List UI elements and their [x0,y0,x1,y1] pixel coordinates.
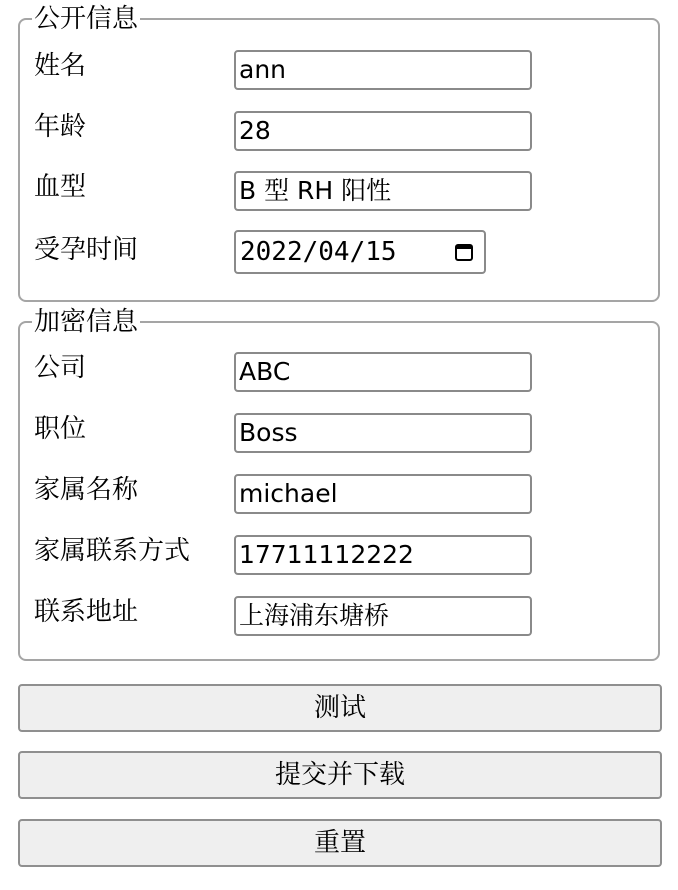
company-row [20,346,658,390]
submit-download-button[interactable]: 提交并下载 [18,751,662,799]
blood-type-label: 血型 [34,172,87,202]
test-button[interactable]: 测试 [18,684,662,732]
reset-button[interactable]: 重置 [18,819,662,867]
address-label: 联系地址 [34,597,139,627]
position-label: 职位 [34,414,87,444]
company-input[interactable]: ABC [234,352,532,392]
relative-contact-input[interactable]: 17711112222 [234,535,532,575]
conception-date-input[interactable] [234,230,486,274]
relative-contact-label: 家属联系方式 [34,536,191,566]
age-input[interactable]: 28 [234,111,532,151]
name-input[interactable]: ann [234,50,532,90]
relative-name-input[interactable]: michael [234,474,532,514]
company-label: 公司 [34,353,87,383]
age-label: 年龄 [34,112,87,142]
public-info-legend: 公开信息 [34,4,139,34]
blood-type-row [20,165,658,209]
blood-type-input[interactable]: B 型 RH 阳性 [234,171,532,211]
relative-name-row [20,468,658,512]
relative-name-label: 家属名称 [34,475,139,505]
conception-date-row [20,224,658,268]
position-row [20,407,658,451]
age-row [20,105,658,149]
name-label: 姓名 [34,51,87,81]
conception-date-label: 受孕时间 [34,235,139,265]
private-info-fieldset [18,307,660,661]
position-input[interactable]: Boss [234,413,532,453]
conception-date-value: 2022/04/15 [240,237,397,267]
relative-contact-row [20,529,658,573]
name-row [20,44,658,88]
private-info-legend: 加密信息 [34,307,139,337]
address-row [20,590,658,634]
public-info-fieldset [18,4,660,302]
address-input[interactable]: 上海浦东塘桥 [234,596,532,636]
calendar-icon[interactable] [454,242,474,262]
